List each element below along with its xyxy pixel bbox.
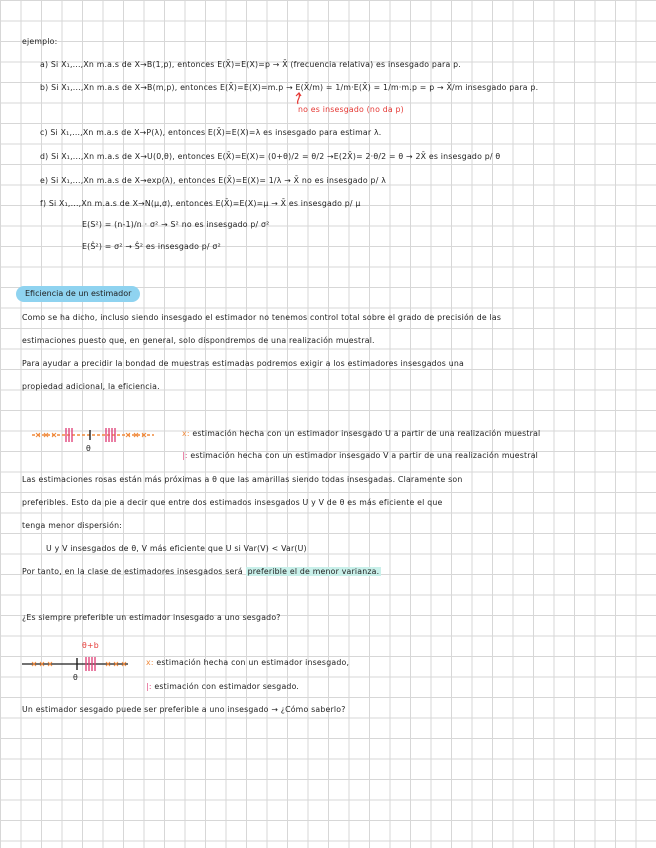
- example-d: d) Si X₁,...,Xn m.a.s de X→U(0,θ), entonces E(X̄)=E(X)= (0+θ)/2 = θ/2 →E(2X̄)= 2·θ/2 = θ → 2X̄ es insesgado p/ θ: [40, 152, 501, 161]
- legend-x-mark-2: x:: [146, 658, 154, 667]
- body2-line-4: U y V insesgados de θ, V más eficiente que U si Var(V) < Var(U): [46, 544, 307, 553]
- paragraph-line-2: estimaciones puesto que, en general, solo dispondremos de una realización muestral.: [22, 336, 375, 345]
- paragraph-line-3: Para ayudar a precidir la bondad de muestras estimadas podremos exigir a los estimadores insesgados una: [22, 359, 464, 368]
- body2-line-3: tenga menor dispersión:: [22, 521, 123, 530]
- example-f-s2-hat: E(Ŝ²) = σ² → Ŝ² es insesgado p/ σ²: [82, 242, 221, 251]
- example-e: e) Si X₁,...,Xn m.a.s de X→exp(λ), entonces E(X̄)=E(X)= 1/λ → X̄ no es insesgado p/ λ: [40, 176, 387, 185]
- legend-bar-mark-1: |:: [182, 451, 188, 460]
- body2-line-1: Las estimaciones rosas están más próximas a θ que las amarillas siendo todas insesgadas. Claramente son: [22, 475, 463, 484]
- question-text: ¿Es siempre preferible un estimador insesgado a uno sesgado?: [22, 613, 281, 622]
- example-f: f) Si X₁,...,Xn m.a.s de X→N(μ,σ), entonces E(X̄)=E(X)=μ → X̄ es insesgado p/ μ: [40, 199, 361, 208]
- estimation-number-line-1: [30, 423, 160, 457]
- legend-x-text-1: estimación hecha con un estimador insesgado U a partir de una realización muestral: [192, 429, 541, 438]
- example-a: a) Si X₁,...,Xn m.a.s de X→B(1,p), entonces E(X̄)=E(X)=p → X̄ (frecuencia relativa) es insesgado para p.: [40, 60, 461, 69]
- legend-x-text-2: estimación hecha con un estimador insesgado,: [156, 658, 350, 667]
- legend-bar-mark-2: |:: [146, 682, 152, 691]
- body2-line-2: preferibles. Esto da pie a decir que entre dos estimados insesgados U y V de θ es más eficiente el que: [22, 498, 443, 507]
- section-title-badge: Eficiencia de un estimador: [16, 286, 140, 302]
- theta-plus-b-label: θ+b: [82, 641, 99, 650]
- legend-x-mark-1: x:: [182, 429, 190, 438]
- legend-bar-text-2: estimación con estimador sesgado.: [154, 682, 300, 691]
- closing-line: Un estimador sesgado puede ser preferible a uno insesgado → ¿Cómo saberlo?: [22, 705, 346, 714]
- red-arrow-icon: [292, 92, 306, 106]
- legend-bar-text-1: estimación hecha con un estimador insesgado V a partir de una realización muestral: [190, 451, 539, 460]
- example-b: b) Si X₁,...,Xn m.a.s de X→B(m,p), entonces E(X̄)=E(X)=m.p → E(X̄/m) = 1/m·E(X̄) = 1/m·m.p = p → X̄/m insesgado para p.: [40, 83, 539, 92]
- highlighted-conclusion: preferible el de menor varianza.: [247, 567, 380, 576]
- paragraph-line-4: propiedad adicional, la eficiencia.: [22, 382, 160, 391]
- theta-label-1: θ: [86, 444, 91, 453]
- example-c: c) Si X₁,...,Xn m.a.s de X→P(λ), entonces E(X̄)=E(X)=λ es insesgado para estimar λ.: [40, 128, 382, 137]
- example-f-s2: E(S²) = (n-1)/n · σ² → S² no es insesgado p/ σ²: [82, 220, 270, 229]
- body2-line-5: Por tanto, en la clase de estimadores insesgados será: [22, 567, 246, 576]
- paragraph-line-1: Como se ha dicho, incluso siendo insesgado el estimador no tenemos control total sobre el grado de precisión de las: [22, 313, 502, 322]
- theta-label-2: θ: [73, 673, 78, 682]
- example-b-note: no es insesgado (no da p): [298, 105, 404, 114]
- ejemplo-heading: ejemplo:: [22, 37, 58, 46]
